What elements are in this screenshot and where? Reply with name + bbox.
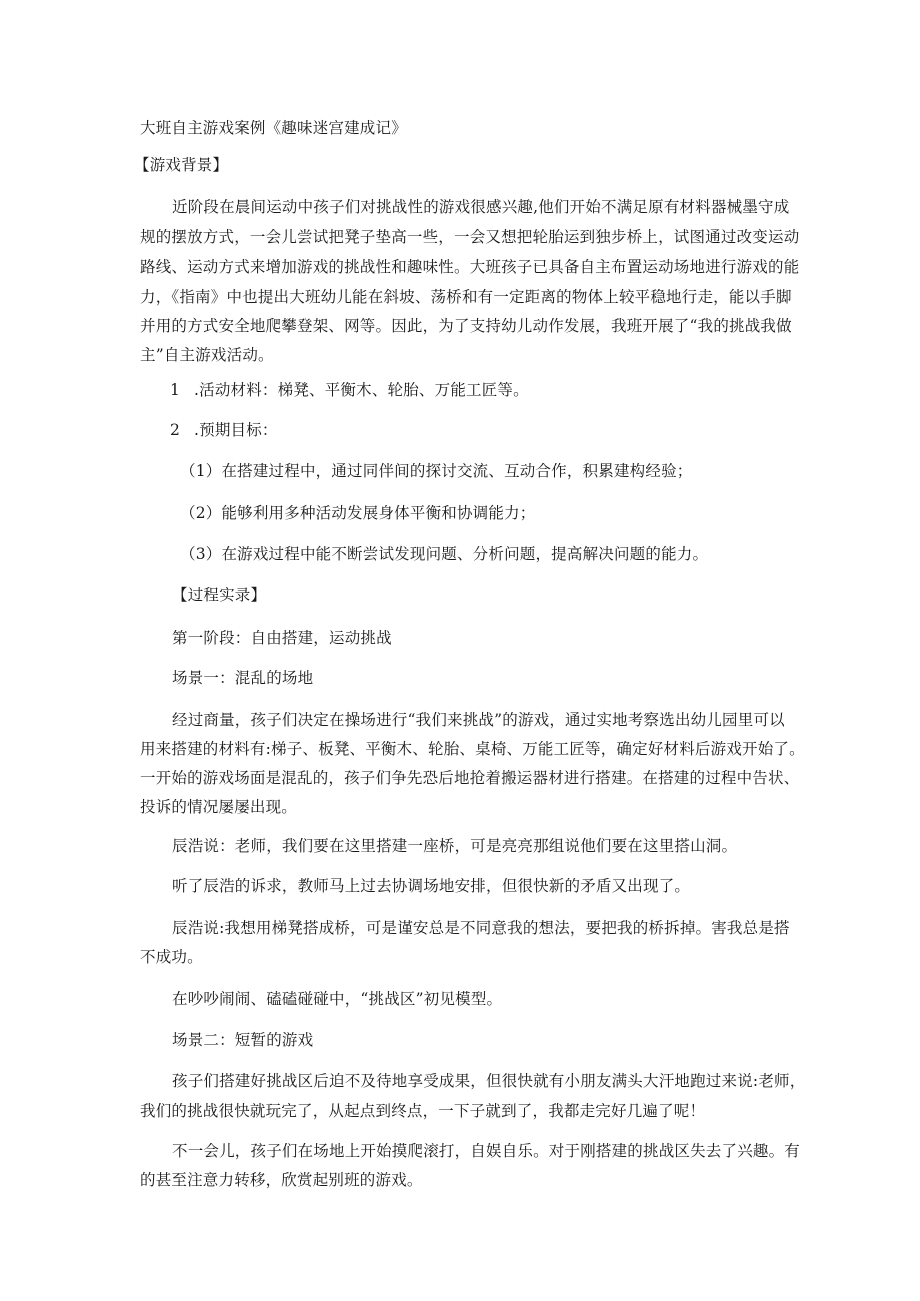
paragraph-line: 用来搭建的材料有:梯子、板凳、平衡木、轮胎、桌椅、万能工匠等，确定好材料后游戏开始了。 [140,740,805,758]
scene-heading: 场景一：混乱的场地 [172,669,314,687]
list-item-materials [170,380,529,400]
paragraph-line: 我们的挑战很快就玩完了，从起点到终点，一下子就到了，我都走完好几遍了呢！ [140,1102,706,1120]
dialogue-line: 辰浩说：老师，我们要在这里搭建一座桥，可是亮亮那组说他们要在这里搭山洞。 [172,837,738,855]
paragraph-line: 孩子们搭建好挑战区后迫不及待地享受成果，但很快就有小朋友满头大汗地跑过来说:老师， [172,1072,806,1090]
list-item-number: 2 [170,421,181,439]
paragraph-line: 的甚至注意力转移，欣赏起别班的游戏。 [140,1171,423,1189]
background-heading: 【游戏背景】 [134,156,229,174]
stage-heading: 第一阶段：自由搭建，运动挑战 [172,629,392,647]
dialogue-line: 辰浩说:我想用梯凳搭成桥，可是谨安总是不同意我的想法，要把我的桥拆掉。害我总是搭 [172,919,790,937]
paragraph-line: 一开始的游戏场面是混乱的，孩子们争先恐后地抢着搬运器材进行搭建。在搭建的过程中告状、 [140,769,800,787]
paragraph-line: 并用的方式安全地爬攀登架、网等。因此，为了支持幼儿动作发展，我班开展了“我的挑战我做 [140,317,792,335]
paragraph-line: 经过商量，孩子们决定在操场进行“我们来挑战”的游戏，通过实地考察选出幼儿园里可以 [172,711,785,729]
goal-item: （2）能够利用多种活动发展身体平衡和协调能力； [180,504,536,522]
document-title: 大班自主游戏案例《趣味迷宫建成记》 [140,119,407,137]
paragraph-line: 听了辰浩的诉求，教师马上过去协调场地安排，但很快新的矛盾又出现了。 [172,877,691,895]
scene-heading: 场景二：短暂的游戏 [172,1031,314,1049]
paragraph-line: 路线、运动方式来增加游戏的挑战性和趣味性。大班孩子已具备自主布置运动场地进行游戏的能 [140,258,800,276]
process-heading: 【过程实录】 [172,586,267,604]
paragraph-line: 在吵吵闹闹、磕磕碰碰中，“挑战区”初见模型。 [172,990,503,1008]
goal-item: （1）在搭建过程中，通过同伴间的探讨交流、互动合作，积累建构经验； [180,462,693,480]
paragraph-line: 不一会儿，孩子们在场地上开始摸爬滚打，自娱自乐。对于刚搭建的挑战区失去了兴趣。有 [172,1142,801,1160]
list-item-text: .活动材料：梯凳、平衡木、轮胎、万能工匠等。 [194,381,529,399]
paragraph-line: 近阶段在晨间运动中孩子们对挑战性的游戏很感兴趣,他们开始不满足原有材料器械墨守成 [172,198,790,216]
paragraph-line: 力，《指南》中也提出大班幼儿能在斜坡、荡桥和有一定距离的物体上较平稳地行走，能以手脚 [140,288,792,306]
dialogue-line: 不成功。 [140,948,203,966]
paragraph-line: 主”自主游戏活动。 [140,346,274,364]
paragraph-line: 规的摆放方式，一会儿尝试把凳子垫高一些，一会又想把轮胎运到独步桥上，试图通过改变运动 [140,228,800,246]
goal-item: （3）在游戏过程中能不断尝试发现问题、分析问题，提高解决问题的能力。 [180,545,709,563]
list-item-number: 1 [170,381,181,399]
paragraph-line: 投诉的情况屡屡出现。 [140,798,298,816]
list-item-goals [170,420,278,440]
list-item-text: .预期目标： [194,421,278,439]
